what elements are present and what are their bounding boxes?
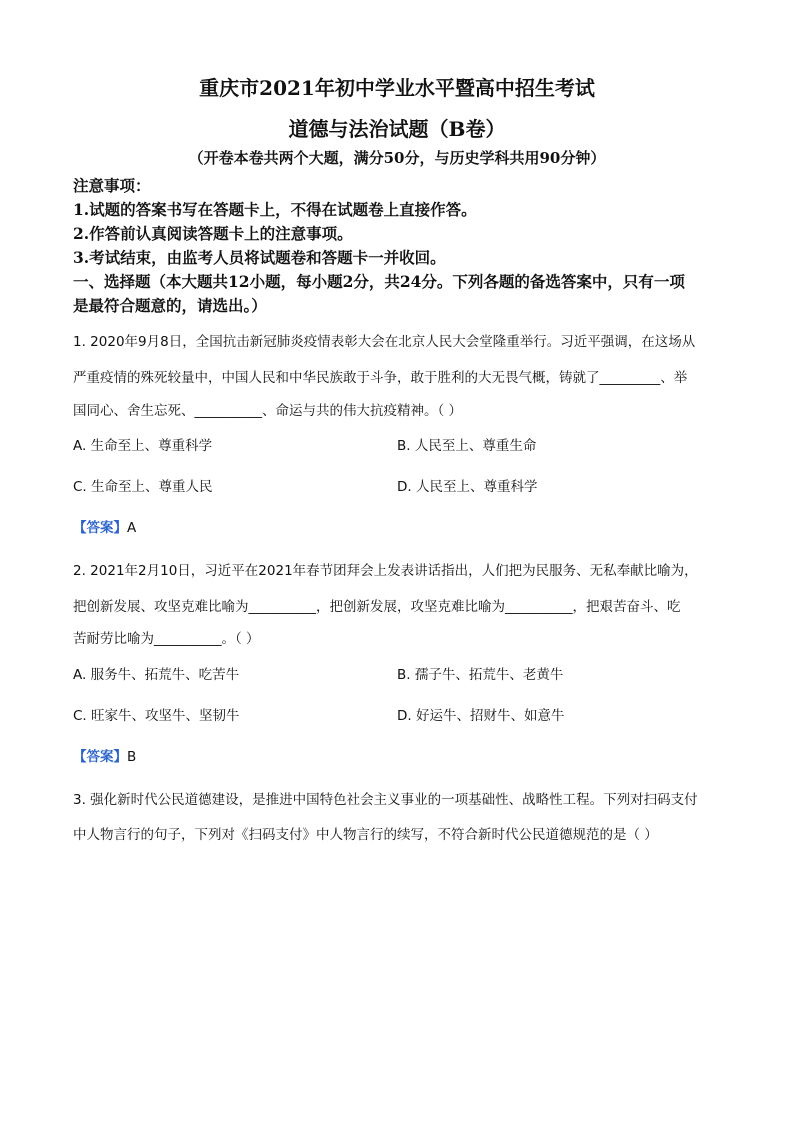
notice-item: 1.试题的答案书写在答题卡上，不得在试题卷上直接作答。 [73,200,477,219]
section-heading: 一、选择题（本大题共12小题，每小题2分，共24分。下列各题的备选答案中，只有一项 [73,272,685,291]
option-b: B. 人民至上、尊重生命 [397,438,537,454]
exam-subtitle: 道德与法治试题（B卷） [288,117,506,141]
option-b: B. 孺子牛、拓荒牛、老黄牛 [397,667,564,683]
question-text: 1. 2020年9月8日，全国抗击新冠肺炎疫情表彰大会在北京人民大会堂隆重举行。习近平强调，在这场从 [73,334,696,350]
notice-item: 3.考试结束，由监考人员将试题卷和答题卡一并收回。 [73,248,446,267]
answer-label: 【答案】 [73,520,127,536]
option-a: A. 服务牛、拓荒牛、吃苦牛 [73,667,240,683]
question-text: 3. 强化新时代公民道德建设，是推进中国特色社会主义事业的一项基础性、战略性工程。下列对扫码支付 [73,792,698,808]
question-text: 国同心、舍生忘死、__________、命运与共的伟大抗疫精神。（ ） [73,403,463,419]
answer-line [73,516,136,536]
notice-item: 2.作答前认真阅读答题卡上的注意事项。 [73,224,353,243]
question-text: 把创新发展、攻坚克难比喻为__________，把创新发展，攻坚克难比喻为__________，把艰苦奋斗、吃 [73,599,681,615]
option-d: D. 人民至上、尊重科学 [397,479,538,495]
question-text: 苦耐劳比喻为__________。（ ） [73,631,260,647]
notice-heading: 注意事项： [73,176,151,195]
exam-note: （开卷本卷共两个大题，满分50分，与历史学科共用90分钟） [188,149,606,167]
option-d: D. 好运牛、招财牛、如意牛 [397,708,565,724]
answer-line [73,745,136,765]
answer-value: A [127,520,137,536]
question-text: 严重疫情的殊死较量中，中国人民和中华民族敢于斗争，敢于胜利的大无畏气概，铸就了_________、举 [73,370,688,386]
option-c: C. 生命至上、尊重人民 [73,479,213,495]
answer-label: 【答案】 [73,749,127,765]
question-text: 中人物言行的句子，下列对《扫码支付》中人物言行的续写，不符合新时代公民道德规范的是（ ） [73,827,658,843]
answer-value: B [127,749,137,765]
option-a: A. 生命至上、尊重科学 [73,438,213,454]
question-text: 2. 2021年2月10日，习近平在2021年春节团拜会上发表讲话指出，人们把为民服务、无私奉献比喻为， [73,563,698,579]
exam-title: 重庆市2021年初中学业水平暨高中招生考试 [199,76,595,100]
section-heading: 是最符合题意的，请选出。） [73,296,267,315]
option-c: C. 旺家牛、攻坚牛、坚韧牛 [73,708,240,724]
